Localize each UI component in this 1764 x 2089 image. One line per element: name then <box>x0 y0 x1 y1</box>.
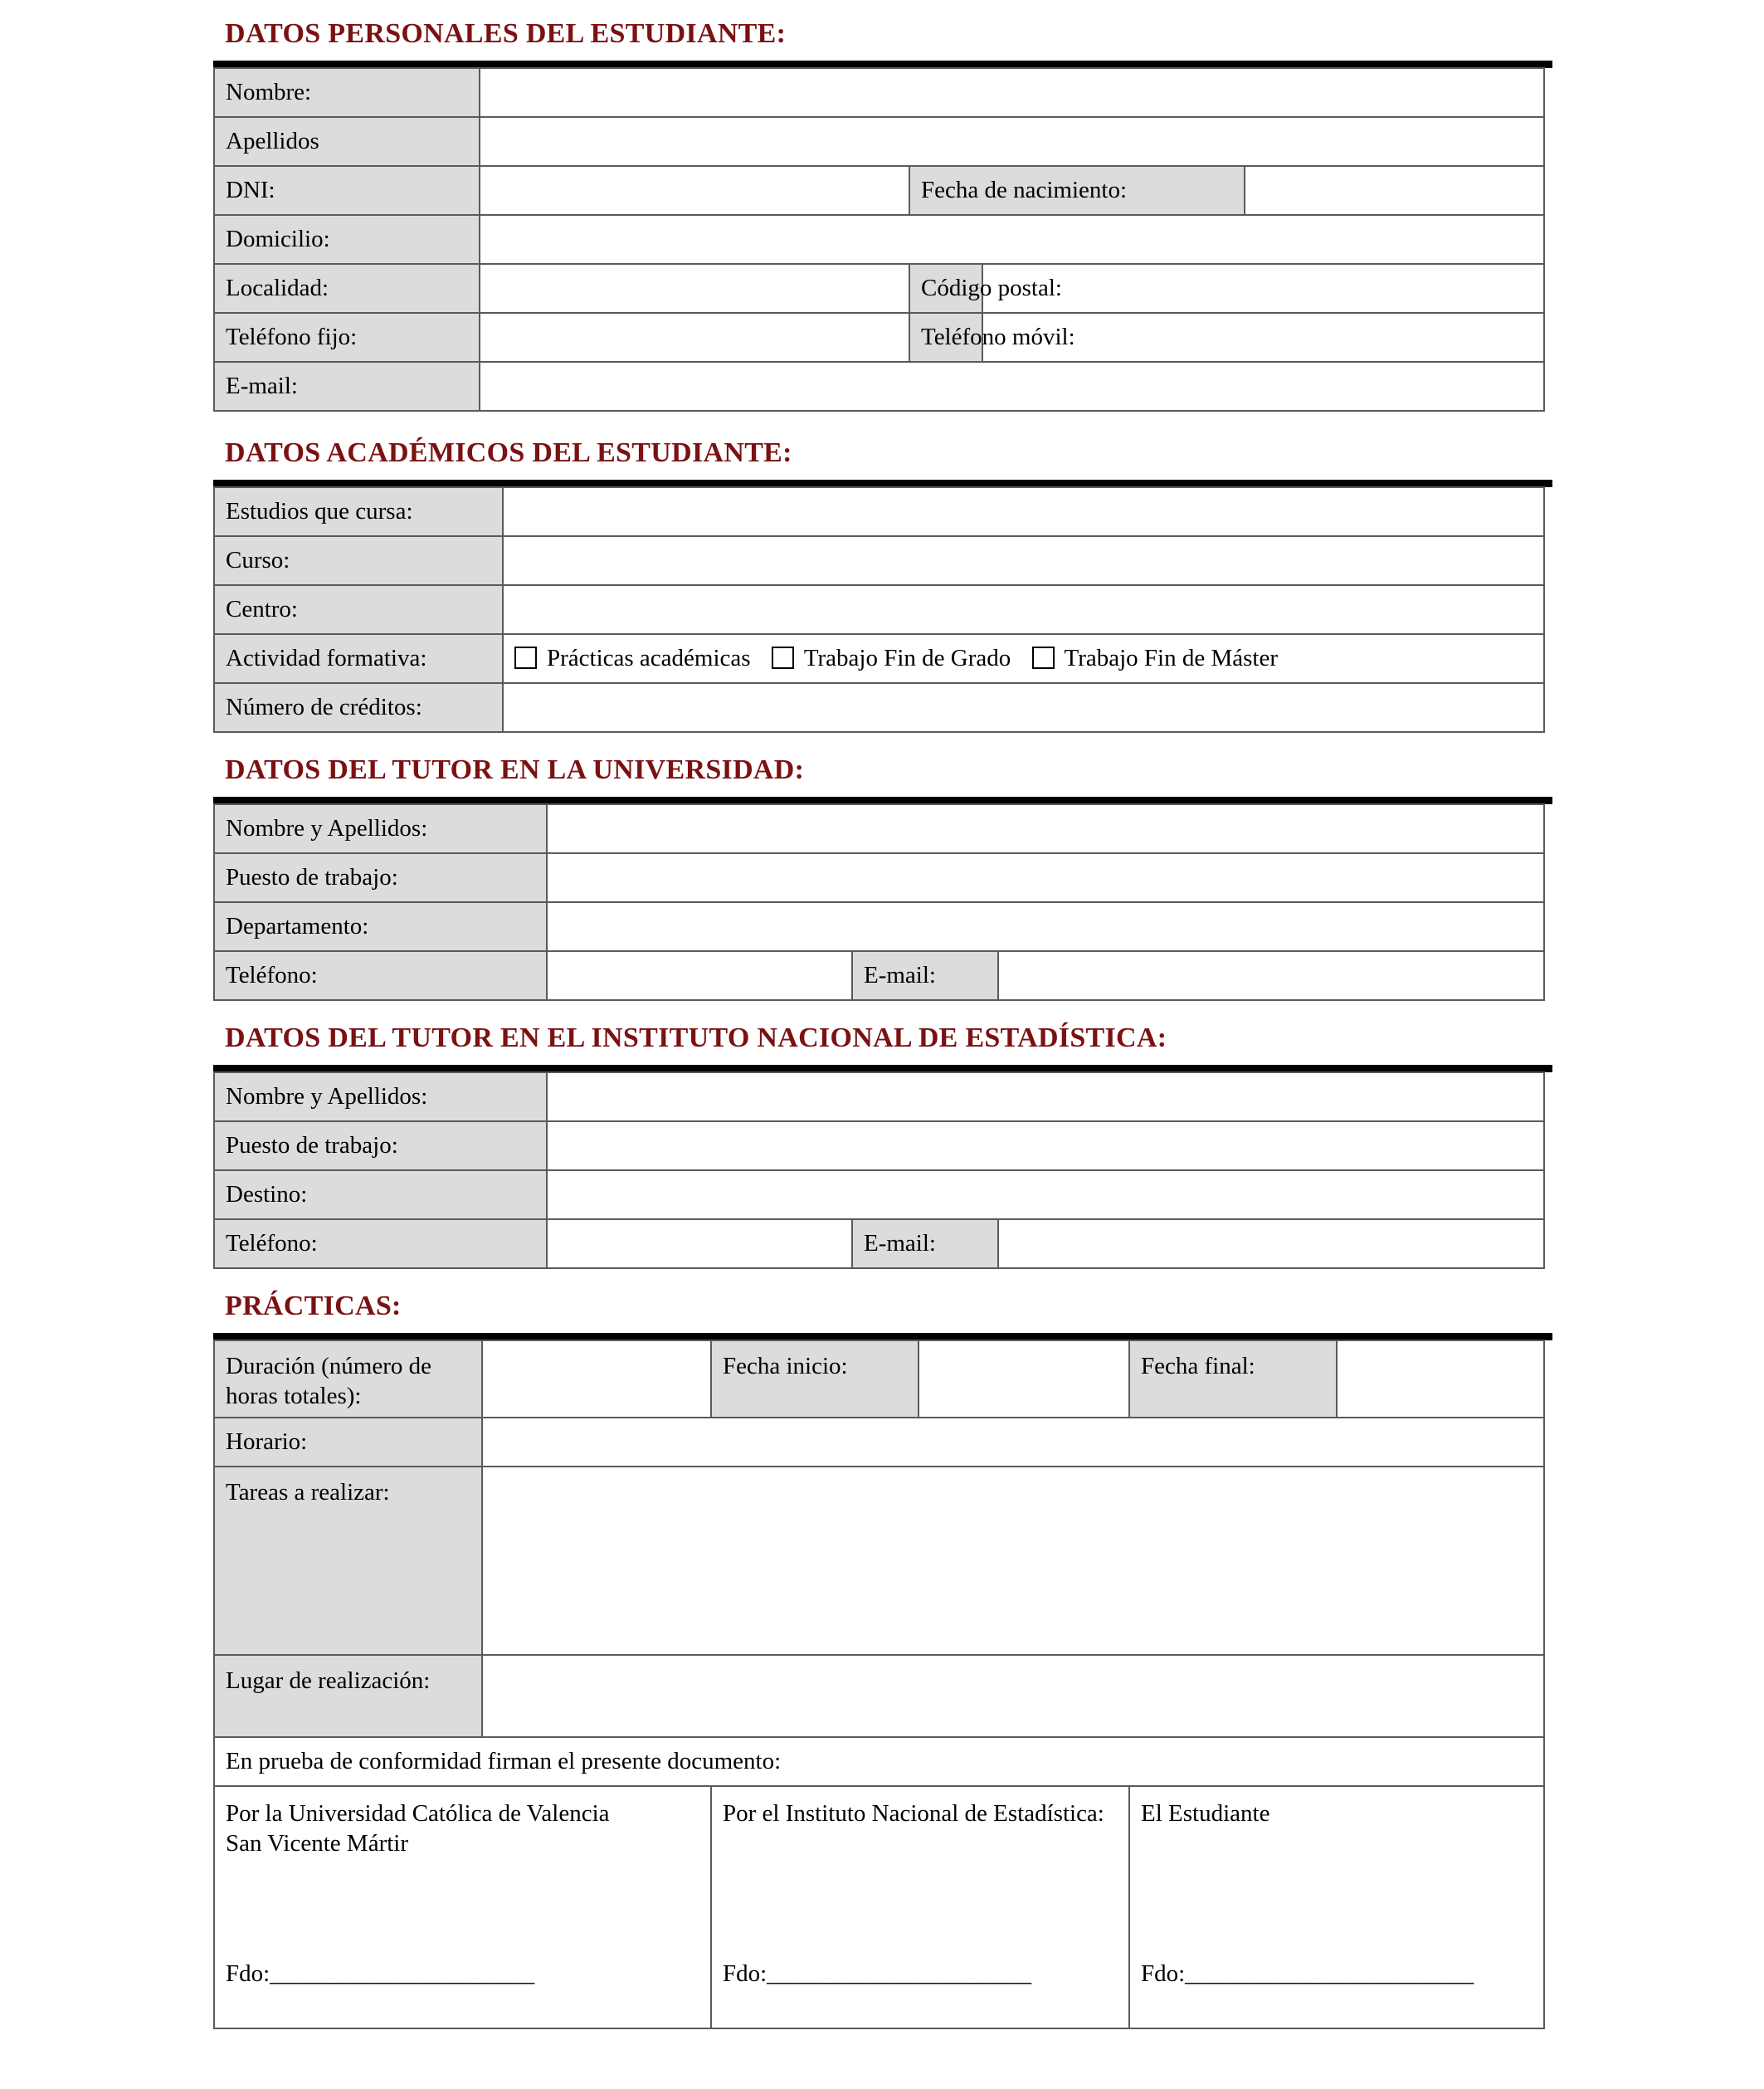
field-tutor-uni-departamento[interactable] <box>547 902 1544 951</box>
option-practicas-academicas[interactable] <box>514 645 751 671</box>
label-domicilio: Domicilio: <box>214 215 480 264</box>
field-email[interactable] <box>480 362 1544 411</box>
personal-data-table <box>213 67 1545 412</box>
label-telefono-fijo: Teléfono fijo: <box>214 313 480 362</box>
field-tutor-ine-telefono[interactable] <box>547 1219 852 1268</box>
label-telefono-movil: Teléfono móvil: <box>909 313 982 362</box>
label-fecha-nacimiento: Fecha de nacimiento: <box>909 166 1245 215</box>
label-horario: Horario: <box>214 1418 482 1467</box>
signature-title: Por la Universidad Católica de Valencia San Vicente Mártir <box>226 1800 610 1857</box>
field-horario[interactable] <box>482 1418 1544 1467</box>
section-heading-practicas: PRÁCTICAS: <box>225 1291 402 1321</box>
field-tutor-ine-puesto[interactable] <box>547 1121 1544 1170</box>
field-fecha-final[interactable] <box>1337 1340 1544 1418</box>
signature-ine[interactable] <box>711 1786 1129 2028</box>
field-curso[interactable] <box>503 536 1544 585</box>
checkbox-icon[interactable] <box>514 647 537 669</box>
label-tutor-uni-email: E-mail: <box>852 951 998 1000</box>
signature-title: El Estudiante <box>1141 1800 1270 1827</box>
field-tutor-uni-email[interactable] <box>998 951 1544 1000</box>
field-domicilio[interactable] <box>480 215 1544 264</box>
field-codigo-postal[interactable] <box>982 264 1544 313</box>
option-label: Trabajo Fin de Grado <box>803 645 1011 671</box>
label-localidad: Localidad: <box>214 264 480 313</box>
field-tareas[interactable] <box>482 1467 1544 1655</box>
label-creditos: Número de créditos: <box>214 683 503 732</box>
checkbox-icon[interactable] <box>1032 647 1055 669</box>
label-apellidos: Apellidos <box>214 117 480 166</box>
signature-estudiante[interactable] <box>1129 1786 1544 2028</box>
field-dni[interactable] <box>480 166 909 215</box>
field-estudios[interactable] <box>503 487 1544 536</box>
field-duracion[interactable] <box>482 1340 711 1418</box>
conformidad-text: En prueba de conformidad firman el presente documento: <box>214 1737 1544 1786</box>
label-tutor-ine-nombre: Nombre y Apellidos: <box>214 1072 547 1121</box>
signature-line: Fdo:________________________ <box>1141 1960 1474 1987</box>
tutor-ine-table <box>213 1071 1545 1269</box>
signature-title: Por el Instituto Nacional de Estadística: <box>723 1800 1104 1827</box>
section-heading-tutor-ine: DATOS DEL TUTOR EN EL INSTITUTO NACIONAL DE ESTADÍSTICA: <box>225 1023 1167 1053</box>
label-tareas: Tareas a realizar: <box>214 1467 482 1655</box>
section-heading-tutor-uni: DATOS DEL TUTOR EN LA UNIVERSIDAD: <box>225 754 805 785</box>
checkbox-icon[interactable] <box>772 647 794 669</box>
field-tutor-uni-nombre[interactable] <box>547 804 1544 853</box>
field-creditos[interactable] <box>503 683 1544 732</box>
label-codigo-postal: Código postal: <box>909 264 982 313</box>
label-fecha-inicio: Fecha inicio: <box>711 1340 919 1418</box>
field-apellidos[interactable] <box>480 117 1544 166</box>
label-tutor-uni-puesto: Puesto de trabajo: <box>214 853 547 902</box>
option-trabajo-fin-master[interactable] <box>1032 645 1279 671</box>
field-tutor-ine-nombre[interactable] <box>547 1072 1544 1121</box>
field-fecha-nacimiento[interactable] <box>1245 166 1544 215</box>
label-tutor-uni-nombre: Nombre y Apellidos: <box>214 804 547 853</box>
field-nombre[interactable] <box>480 68 1544 117</box>
actividad-options <box>503 634 1544 683</box>
signature-line: Fdo:______________________ <box>226 1960 535 1987</box>
section-heading-academic: DATOS ACADÉMICOS DEL ESTUDIANTE: <box>225 437 792 468</box>
label-centro: Centro: <box>214 585 503 634</box>
section-heading-personal: DATOS PERSONALES DEL ESTUDIANTE: <box>225 18 787 49</box>
label-tutor-ine-destino: Destino: <box>214 1170 547 1219</box>
option-label: Prácticas académicas <box>547 645 751 671</box>
label-fecha-final: Fecha final: <box>1129 1340 1337 1418</box>
label-estudios: Estudios que cursa: <box>214 487 503 536</box>
field-tutor-ine-destino[interactable] <box>547 1170 1544 1219</box>
field-tutor-uni-puesto[interactable] <box>547 853 1544 902</box>
field-localidad[interactable] <box>480 264 909 313</box>
field-telefono-fijo[interactable] <box>480 313 909 362</box>
field-centro[interactable] <box>503 585 1544 634</box>
signature-line: Fdo:______________________ <box>723 1960 1032 1987</box>
label-duracion: Duración (número de horas totales): <box>214 1340 482 1418</box>
label-tutor-uni-telefono: Teléfono: <box>214 951 547 1000</box>
field-tutor-ine-email[interactable] <box>998 1219 1544 1268</box>
label-tutor-ine-email: E-mail: <box>852 1219 998 1268</box>
field-tutor-uni-telefono[interactable] <box>547 951 852 1000</box>
label-tutor-uni-departamento: Departamento: <box>214 902 547 951</box>
label-lugar: Lugar de realización: <box>214 1655 482 1737</box>
option-label: Trabajo Fin de Máster <box>1064 645 1278 671</box>
label-tutor-ine-telefono: Teléfono: <box>214 1219 547 1268</box>
academic-data-table <box>213 486 1545 733</box>
label-actividad-formativa: Actividad formativa: <box>214 634 503 683</box>
label-curso: Curso: <box>214 536 503 585</box>
field-fecha-inicio[interactable] <box>919 1340 1129 1418</box>
label-email: E-mail: <box>214 362 480 411</box>
option-trabajo-fin-grado[interactable] <box>772 645 1011 671</box>
practicas-table <box>213 1340 1545 2029</box>
tutor-uni-table <box>213 803 1545 1001</box>
label-dni: DNI: <box>214 166 480 215</box>
signature-universidad[interactable] <box>214 1786 711 2028</box>
label-nombre: Nombre: <box>214 68 480 117</box>
field-lugar[interactable] <box>482 1655 1544 1737</box>
label-tutor-ine-puesto: Puesto de trabajo: <box>214 1121 547 1170</box>
